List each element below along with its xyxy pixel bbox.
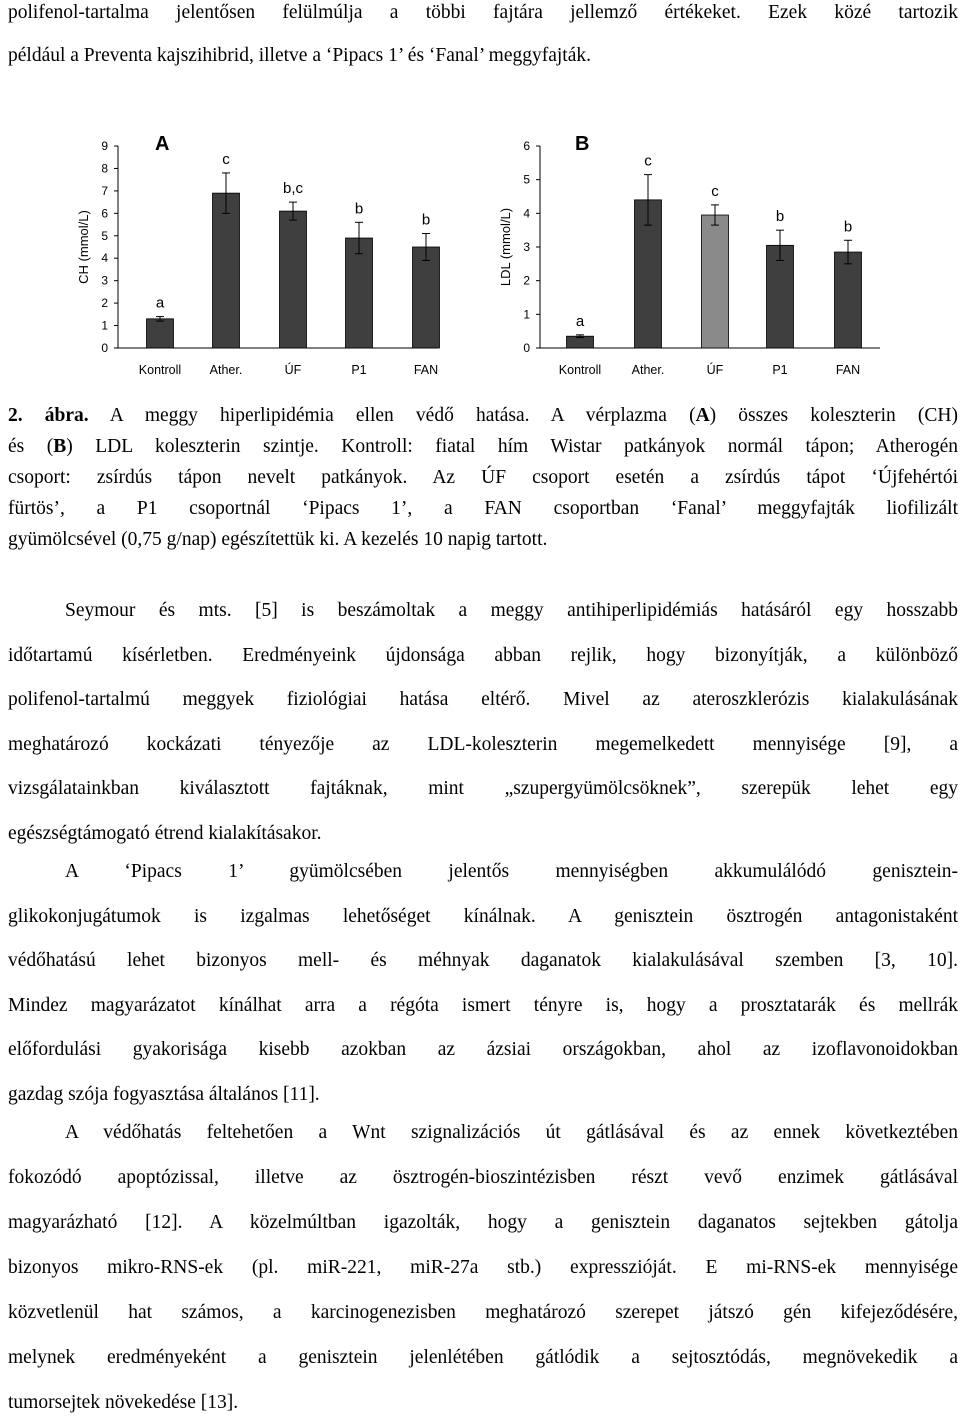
significance-letter: b <box>775 208 785 226</box>
significance-letter: a <box>155 294 165 312</box>
caption-line: fürtös’, a P1 csoportnál ‘Pipacs 1’, a FAN csoportban ‘Fanal’ meggyfajták liofilizált <box>8 498 958 519</box>
text-line: bizonyos mikro-RNS-ek (pl. miR-221, miR-27a stb.) expresszióját. E mi-RNS-ek mennyisége <box>8 1257 958 1278</box>
figure-caption <box>8 400 958 555</box>
text-line: polifenol-tartalma jelentősen felülmúlja a többi fajtára jellemző értékeket. Ezek közé tartozik <box>8 2 958 23</box>
significance-letter: c <box>644 152 652 170</box>
x-tick-label: ÚF <box>706 363 724 377</box>
bar <box>213 193 240 348</box>
y-tick-label: 6 <box>101 206 108 221</box>
text-line: magyarázható [12]. A közelmúltban igazolták, hogy a genisztein daganatos sejtekben gátolja <box>8 1212 958 1233</box>
figure-bar-charts <box>0 120 960 385</box>
y-axis-label: LDL (mmol/L) <box>498 207 513 287</box>
y-tick-label: 3 <box>101 273 108 288</box>
x-tick-label: FAN <box>835 363 861 377</box>
y-tick-label: 8 <box>101 161 108 176</box>
y-tick-label: 5 <box>101 228 108 243</box>
y-tick-label: 4 <box>523 206 530 221</box>
y-tick-label: 6 <box>523 139 530 153</box>
chart-panel-a <box>76 133 440 377</box>
bar <box>835 252 862 348</box>
significance-letter: b,c <box>282 180 304 198</box>
caption-label: 2. ábra. <box>8 405 89 426</box>
significance-letter: b <box>421 211 431 229</box>
bar <box>147 319 174 348</box>
text-line: védőhatású lehet bizonyos mell- és méhnyak daganatok kialakulásával szemben [3, 10]. <box>8 950 958 971</box>
caption-line: gyümölcsével (0,75 g/nap) egészítettük ki. A kezelés 10 napig tartott. <box>8 529 548 550</box>
x-tick-label: ÚF <box>284 363 302 377</box>
text-line: glikokonjugátumok is izgalmas lehetőséget kínálnak. A genisztein ösztrogén antagonistaként <box>8 905 958 927</box>
text-line: meghatározó kockázati tényezője az LDL-koleszterin megemelkedett mennyisége [9], a <box>8 733 958 755</box>
text-line: vizsgálatainkban kiválasztott fajtáknak, mint „szupergyümölcsöknek”, szerepük lehet egy <box>8 778 958 799</box>
y-axis-label: CH (mmol/L) <box>76 210 91 284</box>
bar <box>346 238 373 348</box>
significance-letter: c <box>711 182 719 200</box>
text-line: közvetlenül hat számos, a karcinogenezisben meghatározó szerepet játszó gén kifejeződésére, <box>8 1302 958 1323</box>
text-line: gazdag szója fogyasztása általános [11]. <box>8 1083 320 1105</box>
text-line: például a Preventa kajszihibrid, illetve a ‘Pipacs 1’ és ‘Fanal’ meggyfajták. <box>8 45 591 66</box>
text-line: A ‘Pipacs 1’ gyümölcsében jelentős mennyiségben akkumulálódó genisztein- <box>65 861 958 882</box>
y-tick-label: 4 <box>101 251 108 266</box>
x-tick-label: FAN <box>413 363 439 377</box>
text-line: melynek eredményeként a genisztein jelenlétében gátlódik a sejtosztódás, megnövekedik a <box>8 1347 958 1368</box>
y-tick-label: 0 <box>101 341 108 355</box>
bar <box>702 215 729 348</box>
y-tick-label: 5 <box>523 172 530 187</box>
bar <box>280 211 307 348</box>
x-tick-label: Kontroll <box>558 363 602 377</box>
caption-line: csoport: zsírdús tápon nevelt patkányok. Az ÚF csoport esetén a zsírdús tápot ‘Újfehértói <box>8 467 958 488</box>
text-line: tumorsejtek növekedése [13]. <box>8 1392 239 1413</box>
x-tick-label: P1 <box>351 363 367 377</box>
caption-line: 2. ábra. A meggy hiperlipidémia ellen védő hatása. A vérplazma (A) összes koleszterin (CH) <box>8 405 958 426</box>
significance-letter: a <box>575 312 585 330</box>
y-tick-label: 7 <box>101 183 108 198</box>
significance-letter: b <box>354 200 364 218</box>
y-tick-label: 9 <box>101 139 108 153</box>
paragraph-1 <box>8 589 958 856</box>
caption-line: és (B) LDL koleszterin szintje. Kontroll: fiatal hím Wistar patkányok normál tápon; Atherogén <box>8 436 958 457</box>
y-tick-label: 1 <box>523 307 530 322</box>
panel-label: B <box>575 133 590 155</box>
text-line: Seymour és mts. [5] is beszámoltak a meggy antihiperlipidémiás hatásáról egy hosszabb <box>65 600 958 621</box>
text-line: A védőhatás feltehetően a Wnt szignalizációs út gátlásával és az ennek következtében <box>65 1122 958 1143</box>
panel-label: A <box>155 133 170 155</box>
bar <box>413 247 440 348</box>
y-tick-label: 3 <box>523 240 530 254</box>
y-tick-label: 1 <box>101 318 108 333</box>
x-tick-label: P1 <box>772 363 788 377</box>
significance-letter: b <box>843 218 853 236</box>
y-tick-label: 0 <box>523 341 530 355</box>
text-line: előfordulási gyakorisága kisebb azokban az ázsiai országokban, ahol az izoflavonoidokban <box>8 1039 958 1060</box>
chart-panel-b <box>498 133 880 377</box>
text-line: Mindez magyarázatot kínálhat arra a régóta ismert tényre is, hogy a prosztatarák és mellrák <box>8 994 958 1016</box>
y-tick-label: 2 <box>523 273 530 288</box>
text-line: polifenol-tartalmú meggyek fiziológiai hatása eltérő. Mivel az ateroszklerózis kialakulásának <box>8 689 958 710</box>
significance-letter: c <box>222 150 230 168</box>
y-tick-label: 2 <box>101 296 108 311</box>
x-tick-label: Ather. <box>209 363 243 377</box>
paragraph-3 <box>8 1110 958 1425</box>
text-line: időtartamú kísérletben. Eredményeink újdonsága abban rejlik, hogy bizonyítják, a különböző <box>8 644 958 666</box>
paragraph-2 <box>8 850 958 1117</box>
text-line: egészségtámogató étrend kialakításakor. <box>8 822 322 844</box>
text-line: fokozódó apoptózissal, illetve az ösztrogén-bioszintézisben részt vevő enzimek gátlásával <box>8 1167 958 1188</box>
x-tick-label: Kontroll <box>138 363 182 377</box>
x-tick-label: Ather. <box>631 363 665 377</box>
